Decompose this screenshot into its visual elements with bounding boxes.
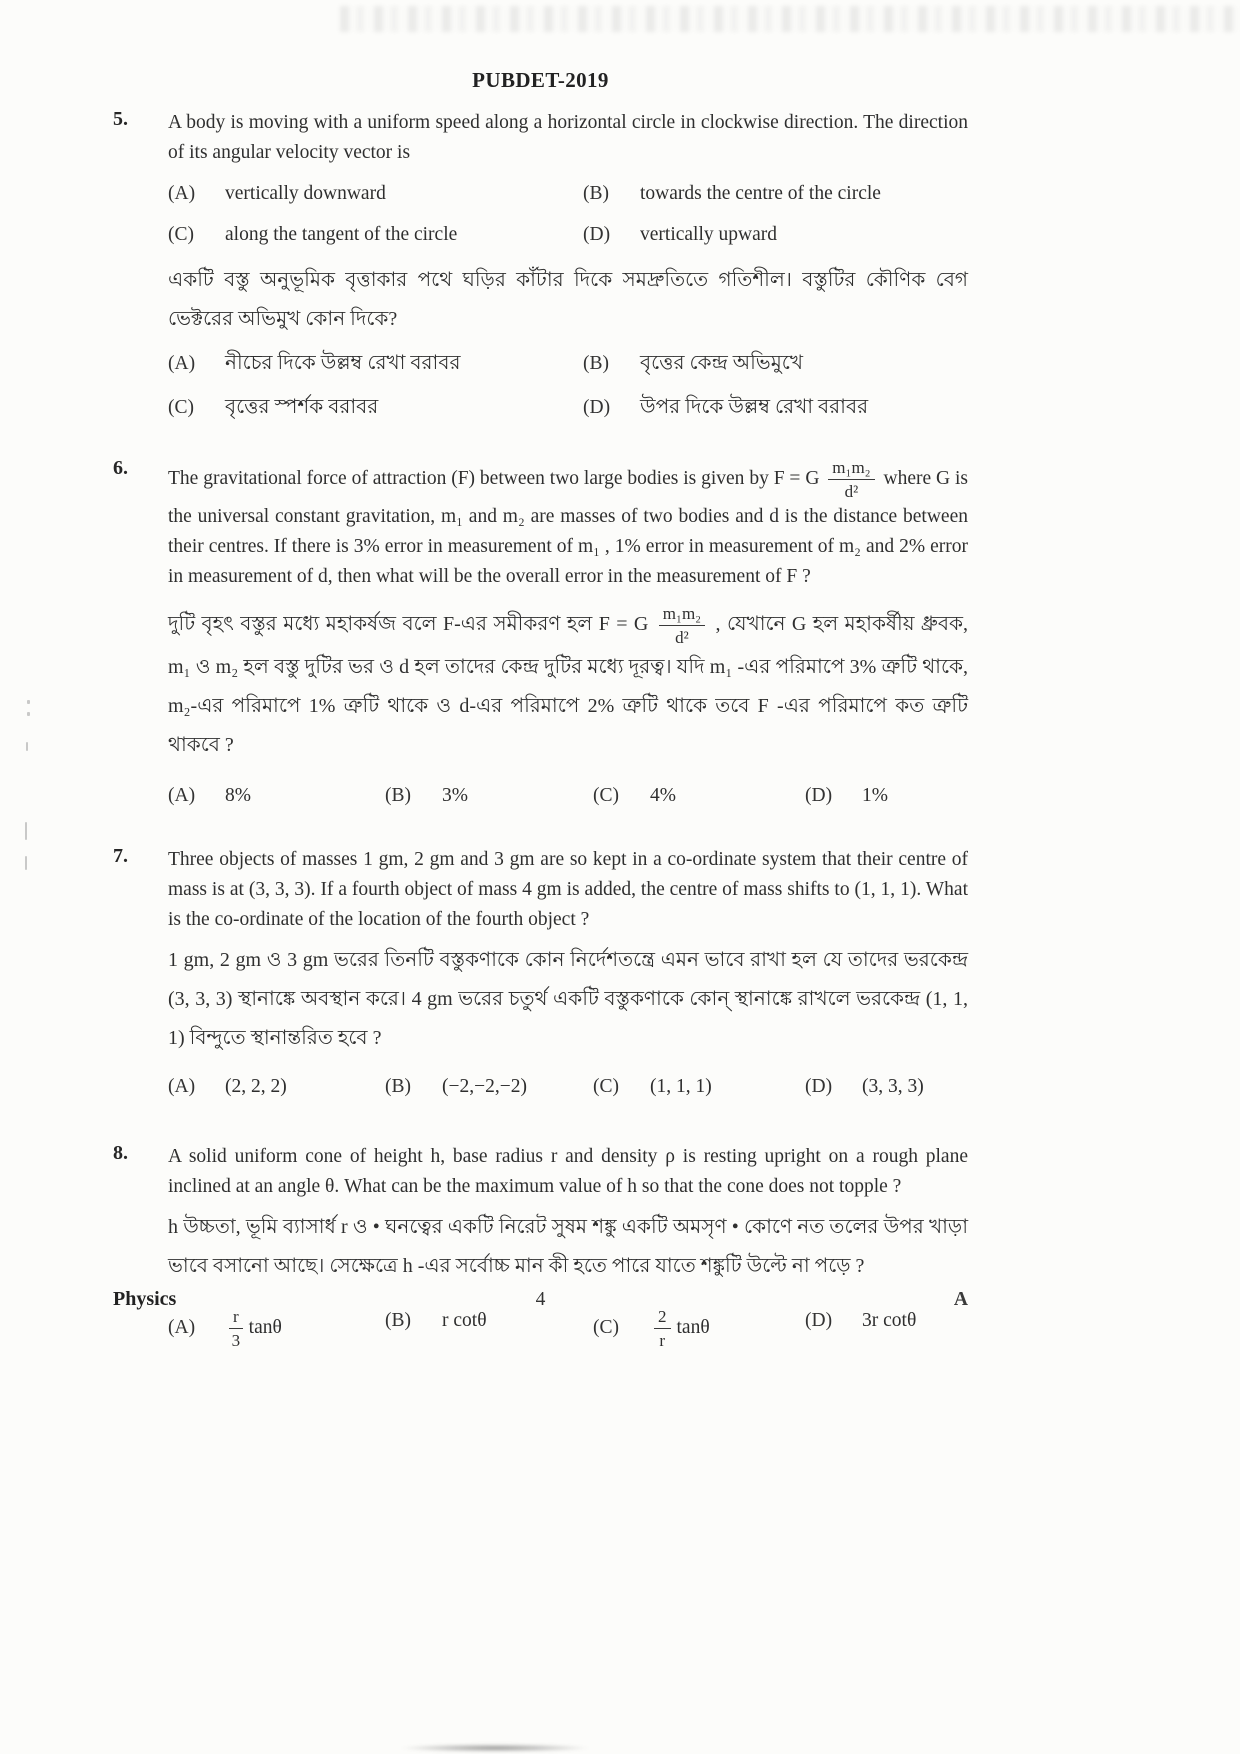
question-7-text-english: Three objects of masses 1 gm, 2 gm and 3 gm are so kept in a co-ordinate system that their centre of mass is at (3, 3, 3). If a fourth object of mass 4 gm is added, the centre of mass shifts to (1, 1, 1). What is the co-ordinate of the location of the fourth object ? (168, 849, 968, 930)
option-label: (A) (168, 785, 196, 806)
option-text: vertically upward (640, 224, 777, 245)
option-6D (805, 781, 888, 811)
option-6C (593, 781, 805, 811)
scan-mark (25, 856, 27, 870)
option-8A (168, 1306, 385, 1351)
fraction-numerator: 2 (654, 1306, 671, 1329)
option-label: (A) (168, 183, 196, 204)
question-7-options-row (168, 1072, 968, 1102)
question-5 (113, 108, 968, 427)
option-5B-en (583, 179, 881, 209)
option-text: বৃত্তের স্পর্শক বরাবর (225, 396, 379, 418)
scan-mark (27, 712, 30, 716)
option-7D (805, 1072, 924, 1102)
option-text (650, 1306, 710, 1351)
question-5-options-en-row2 (168, 220, 968, 250)
option-suffix: tanθ (676, 1316, 710, 1338)
option-text: r cotθ (442, 1310, 487, 1331)
question-5-options-bn-row2 (168, 388, 968, 427)
option-label: (D) (805, 1076, 833, 1097)
fraction-m1m2-over-d2 (659, 603, 705, 648)
option-label: (D) (583, 397, 611, 418)
question-7-text-bengali: 1 gm, 2 gm ও 3 gm ভরের তিনটি বস্তুকণাকে কোন নির্দেশতন্ত্রে এমন ভাবে রাখা হল যে তাদের ভরকেন্দ্র (3, 3, 3) স্থানাঙ্কে অবস্থান করে। 4 gm ভরের চতুর্থ একটি বস্তুকণাকে কোন্ স্থানাঙ্কে রাখলে ভরকেন্দ্র (1, 1, 1) বিন্দুতে স্থানান্তরিত হবে ? (168, 949, 968, 1049)
question-6-text-bengali (168, 603, 968, 765)
question-8-number: 8. (113, 1142, 128, 1164)
option-text: (1, 1, 1) (650, 1076, 712, 1097)
fraction-2-over-r (654, 1306, 671, 1351)
footer-subject: Physics (113, 1288, 177, 1310)
fraction-r-over-3 (229, 1306, 243, 1351)
question-7 (113, 845, 968, 1102)
option-text: 3% (442, 785, 468, 806)
option-5A-bn (168, 344, 583, 383)
option-text: 8% (225, 785, 251, 806)
question-6-text-english (168, 457, 968, 592)
option-label: (B) (385, 1310, 411, 1331)
scan-smudge (400, 1744, 590, 1752)
option-7A (168, 1072, 385, 1102)
q6-english-after-fraction: where G is the universal constant gravitation, m₁ and m₂ are masses of two bodies and d is the distance between their centres. If there is 3% error in measurement of m₁ , 1% error in measurement of m₂ and 2% error in measurement of d, then what will be the overall error in the measurement of F ? (168, 467, 968, 587)
page-footer (113, 1288, 968, 1311)
option-label: (C) (593, 785, 619, 806)
option-label: (C) (168, 224, 194, 245)
option-label: (C) (168, 397, 194, 418)
question-5-options-bn-row1 (168, 344, 968, 383)
question-5-text-english: A body is moving with a uniform speed along a horizontal circle in clockwise direction. The direction of its angular velocity vector is (168, 112, 968, 163)
question-7-number: 7. (113, 845, 128, 867)
question-5-text-bengali: একটি বস্তু অনুভূমিক বৃত্তাকার পথে ঘড়ির কাঁটার দিকে সমদ্রুতিতে গতিশীল। বস্তুটির কৌণিক বেগ ভেক্টরের অভিমুখ কোন দিকে? (168, 269, 968, 330)
option-suffix: tanθ (248, 1316, 282, 1338)
question-8-text-english: A solid uniform cone of height h, base radius r and density ρ is resting upright on a rough plane inclined at an angle θ. What can be the maximum value of h so that the cone does not topple ? (168, 1146, 968, 1197)
option-7C (593, 1072, 805, 1102)
option-label: (A) (168, 353, 196, 374)
option-5A-en (168, 179, 583, 209)
option-text: 1% (862, 785, 888, 806)
q6-english-before-fraction: The gravitational force of attraction (F) between two large bodies is given by F = G (168, 467, 820, 489)
option-text (225, 1306, 282, 1351)
fraction-numerator: m₁m₂ (828, 457, 874, 480)
option-label: (B) (583, 183, 609, 204)
option-5D-bn (583, 388, 868, 427)
scan-mark (25, 822, 27, 840)
option-label: (B) (385, 785, 411, 806)
option-5C-bn (168, 388, 583, 427)
question-8 (113, 1142, 968, 1351)
option-label: (D) (805, 1310, 833, 1331)
question-6-options-row (168, 781, 968, 811)
scan-bleedthrough-strip (340, 6, 1240, 32)
option-5B-bn (583, 344, 803, 383)
question-5-options-en-row1 (168, 179, 968, 209)
option-7B (385, 1072, 593, 1102)
option-text: (3, 3, 3) (862, 1076, 924, 1097)
fraction-denominator: d² (675, 628, 689, 647)
option-8C (593, 1306, 805, 1351)
question-5-number: 5. (113, 108, 128, 130)
q6-bengali-after-fraction: , যেখানে G হল মহাকর্ষীয় ধ্রুবক, m₁ ও m₂ হল বস্তু দুটির ভর ও d হল তাদের কেন্দ্র দুটির মধ্যে দূরত্ব। যদি m₁ -এর পরিমাপে 3% ত্রুটি থাকে, m₂-এর পরিমাপে 1% ত্রুটি থাকে ও d-এর পরিমাপে 2% ত্রুটি থাকে তবে F -এর পরিমাপে কত ত্রুটি থাকবে ? (168, 613, 969, 756)
exam-title: PUBDET-2019 (472, 68, 609, 92)
option-text: (2, 2, 2) (225, 1076, 287, 1097)
question-8-options-row (168, 1306, 968, 1351)
q6-bengali-before-fraction: দুটি বৃহৎ বস্তুর মধ্যে মহাকর্ষজ বলে F-এর সমীকরণ হল F = G (168, 613, 649, 636)
option-label: (D) (583, 224, 611, 245)
option-text: বৃত্তের কেন্দ্র অভিমুখে (640, 352, 803, 374)
option-text: towards the centre of the circle (640, 183, 881, 204)
option-label: (D) (805, 785, 833, 806)
option-text: নীচের দিকে উল্লম্ব রেখা বরাবর (225, 352, 461, 374)
option-5C-en (168, 220, 583, 250)
option-text: উপর দিকে উল্লম্ব রেখা বরাবর (640, 396, 869, 418)
fraction-numerator: r (229, 1306, 243, 1329)
option-text: (−2,−2,−2) (442, 1076, 527, 1097)
footer-series-code: A (953, 1289, 968, 1310)
fraction-m1m2-over-d2 (828, 457, 874, 502)
option-6B (385, 781, 593, 811)
option-label: (B) (385, 1076, 411, 1097)
option-label: (A) (168, 1316, 196, 1338)
option-label: (A) (168, 1076, 196, 1097)
fraction-denominator: d² (844, 482, 859, 501)
scan-mark (26, 742, 28, 751)
option-label: (C) (593, 1316, 619, 1338)
question-6 (113, 457, 968, 811)
option-6A (168, 781, 385, 811)
fraction-numerator: m₁m₂ (659, 603, 705, 626)
option-text: 4% (650, 785, 676, 806)
option-text: 3r cotθ (862, 1310, 917, 1331)
question-6-number: 6. (113, 457, 128, 479)
footer-page-number: 4 (535, 1289, 546, 1310)
option-label: (B) (583, 353, 609, 374)
scan-mark (27, 700, 30, 704)
option-text: along the tangent of the circle (225, 224, 458, 245)
option-5D-en (583, 220, 777, 250)
question-8-text-bengali: h উচ্চতা, ভূমি ব্যাসার্ধ r ও • ঘনত্বের একটি নিরেট সুষম শঙ্কু একটি অমসৃণ • কোণে নত তলের উপর খাড়া ভাবে বসানো আছে। সেক্ষেত্রে h -এর সর্বোচ্চ মান কী হতে পারে যাতে শঙ্কুটি উল্টে না পড়ে ? (168, 1216, 968, 1277)
fraction-denominator: r (659, 1331, 666, 1350)
option-label: (C) (593, 1076, 619, 1097)
fraction-denominator: 3 (231, 1331, 241, 1350)
option-text: vertically downward (225, 183, 386, 204)
